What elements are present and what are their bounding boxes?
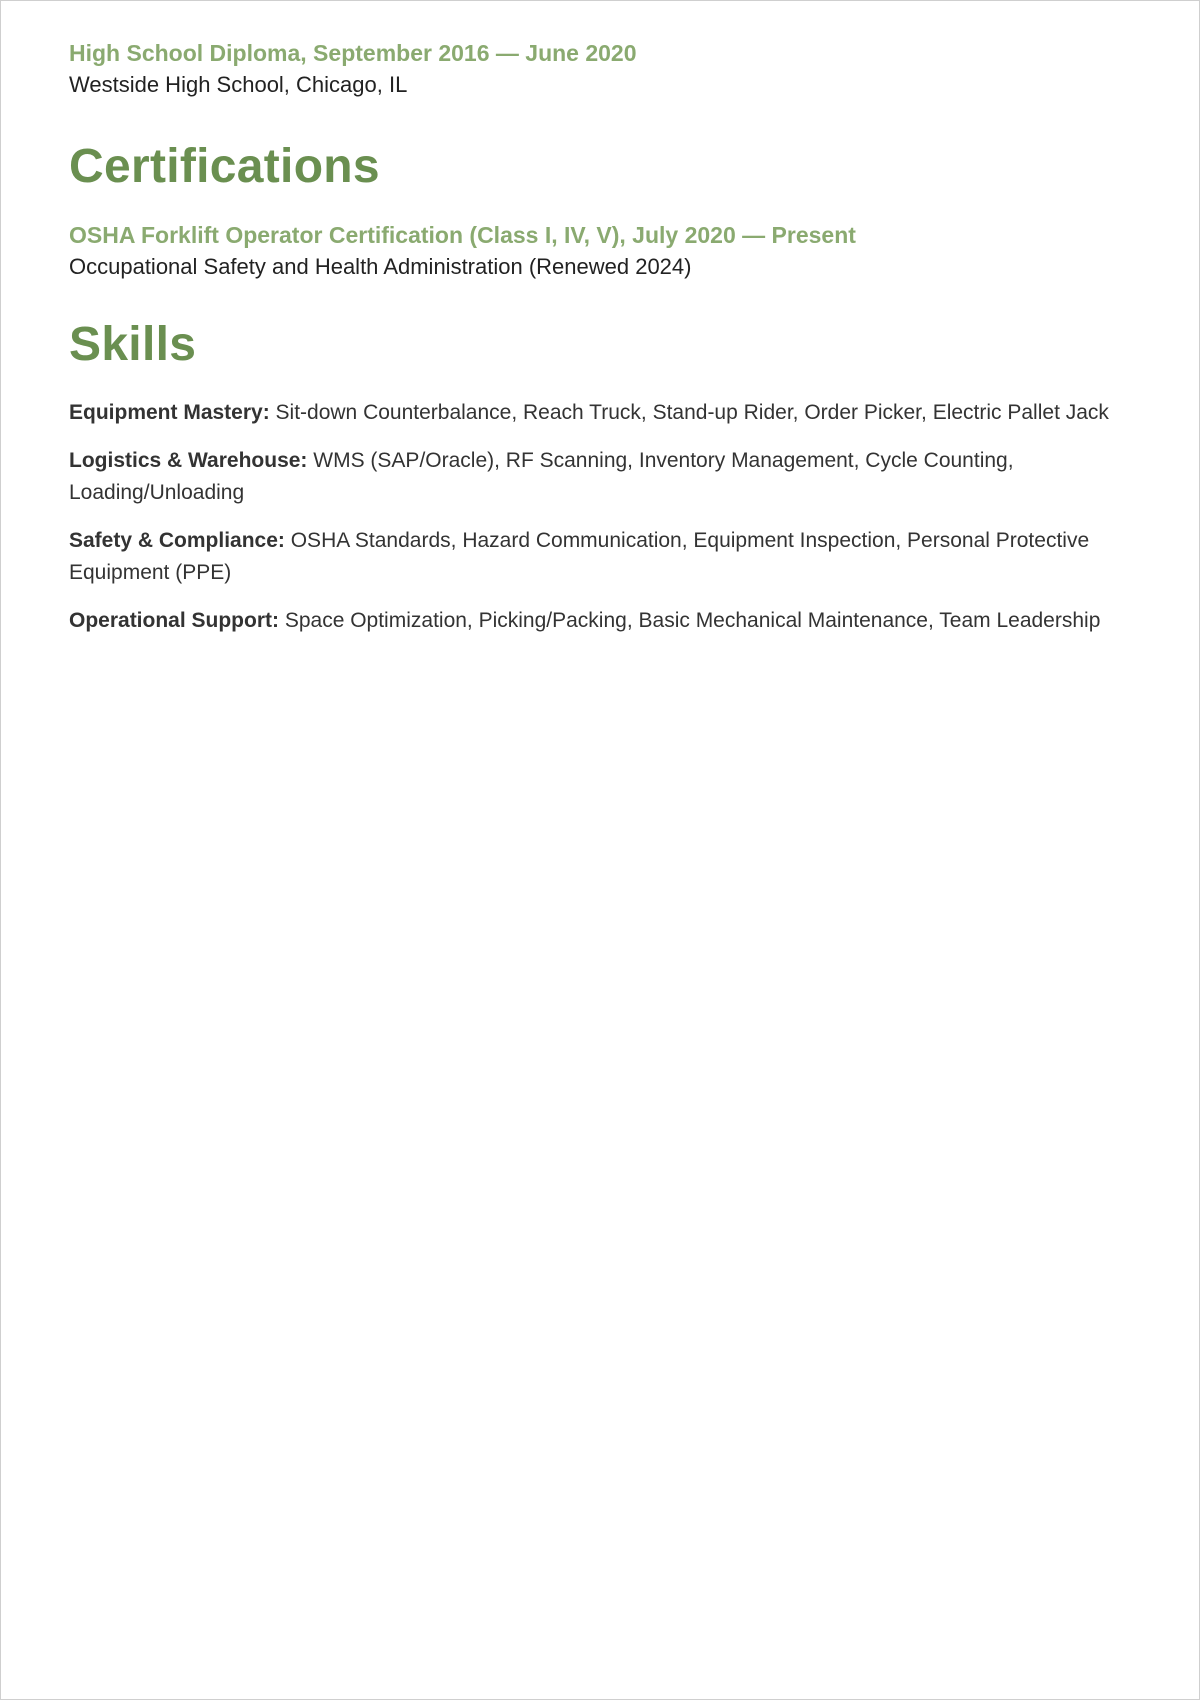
skills-list xyxy=(69,397,1131,637)
certification-title: OSHA Forklift Operator Certification (Class I, IV, V), July 2020 — Present xyxy=(69,222,856,248)
certification-issuer: Occupational Safety and Health Administration (Renewed 2024) xyxy=(69,254,692,279)
skill-label: Equipment Mastery: xyxy=(69,401,270,424)
skill-item-safety-compliance xyxy=(69,525,1131,589)
skill-item-operational-support xyxy=(69,605,1131,637)
certifications-heading: Certifications xyxy=(69,140,380,193)
skill-text: Space Optimization, Picking/Packing, Basic Mechanical Maintenance, Team Leadership xyxy=(279,609,1101,632)
skill-label: Operational Support: xyxy=(69,609,279,632)
education-entry xyxy=(69,37,1131,101)
skill-text: Sit-down Counterbalance, Reach Truck, Stand-up Rider, Order Picker, Electric Pallet Jack xyxy=(269,401,1109,424)
education-school: Westside High School, Chicago, IL xyxy=(69,72,408,97)
skill-text: OSHA Standards, Hazard Communication, Equipment Inspection, Personal Protective Equipment (PPE) xyxy=(69,529,1090,584)
skill-item-equipment-mastery xyxy=(69,397,1131,429)
certification-entry xyxy=(69,219,1131,283)
skill-label: Safety & Compliance: xyxy=(69,529,285,552)
skill-item-logistics-warehouse xyxy=(69,445,1131,509)
skill-label: Logistics & Warehouse: xyxy=(69,449,308,472)
skills-heading: Skills xyxy=(69,318,197,371)
skill-text: WMS (SAP/Oracle), RF Scanning, Inventory Management, Cycle Counting, Loading/Unloading xyxy=(69,449,1014,504)
education-title: High School Diploma, September 2016 — June 2020 xyxy=(69,40,637,66)
